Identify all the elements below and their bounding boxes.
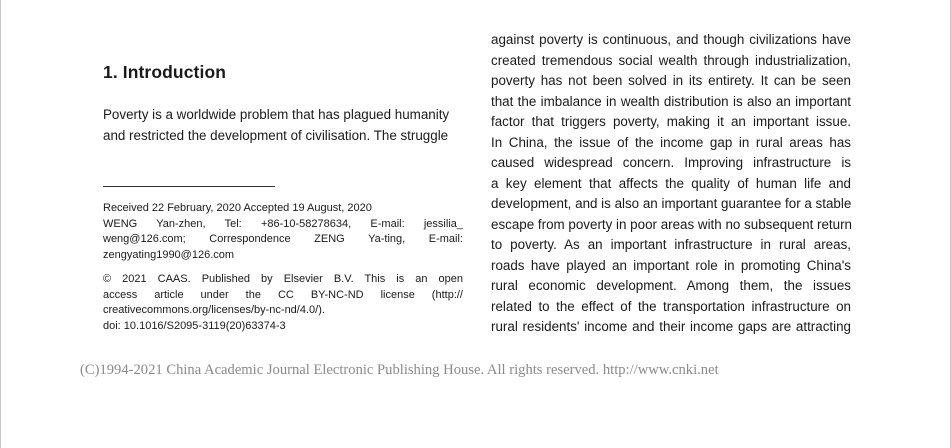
author-line: WENG Yan-zhen, Tel: +86-10-58278634, E-mail: jessilia_ [103, 217, 463, 230]
license-line: creativecommons.org/licenses/by-nc-nd/4.0/). [103, 304, 325, 316]
body-line: to poverty. As an important infrastructure in rural areas, [491, 237, 851, 252]
body-line: caused widespread concern. Improving infrastructure is [491, 155, 851, 170]
body-line: roads have played an important role in promoting China's [491, 257, 851, 273]
intro-paragraph [103, 104, 463, 146]
intro-line: and restricted the development of civilisation. The struggle [103, 128, 449, 143]
intro-line: Poverty is a worldwide problem that has plagued humanity [103, 107, 450, 122]
right-column-paragraph [491, 30, 851, 338]
author-line: weng@126.com; Correspondence ZENG Ya-ting, E-mail: [103, 233, 463, 245]
footnote-license [103, 272, 463, 334]
received-dates: Received 22 February, 2020 Accepted 19 August, 2020 [103, 202, 372, 214]
doi-line: doi: 10.1016/S2095-3119(20)63374-3 [103, 319, 286, 332]
author-line: zengyating1990@126.com [103, 248, 235, 261]
license-line: © 2021 CAAS. Published by Elsevier B.V. This is an open [103, 273, 463, 285]
body-line: escape from poverty in poor areas with no subsequent return [491, 216, 853, 232]
body-line: In China, the issue of the income gap in rural areas has [491, 134, 851, 150]
page-border-left [0, 0, 1, 448]
footnote-received-authors [103, 201, 463, 263]
footnote-divider [103, 186, 275, 187]
body-line: related to the effect of the transportation infrastructure on [491, 298, 851, 314]
body-line: against poverty is continuous, and though civilizations have [491, 32, 851, 47]
body-line: that the imbalance in wealth distribution is also an important [491, 93, 851, 109]
body-line: development, and is also an important guarantee for a stable [491, 196, 852, 211]
body-line: rural residents' income and their income gaps are attracting [491, 319, 851, 334]
section-heading: 1. Introduction [103, 62, 227, 82]
license-line: access article under the CC BY-NC-ND license (http:// [103, 288, 463, 301]
body-line: created tremendous social wealth through industrialization, [491, 52, 851, 68]
body-line: rural economic development. Among them, the issues [491, 278, 851, 293]
body-line: poverty has not been solved in its entirety. It can be seen [491, 73, 851, 88]
body-line: a key element that affects the quality of human life and [491, 175, 851, 191]
cnki-copyright-watermark: (C)1994-2021 China Academic Journal Electronic Publishing House. All rights reserved. http://www.cnki.net [80, 362, 719, 378]
body-line: factor that triggers poverty, making it an important issue. [491, 114, 851, 129]
